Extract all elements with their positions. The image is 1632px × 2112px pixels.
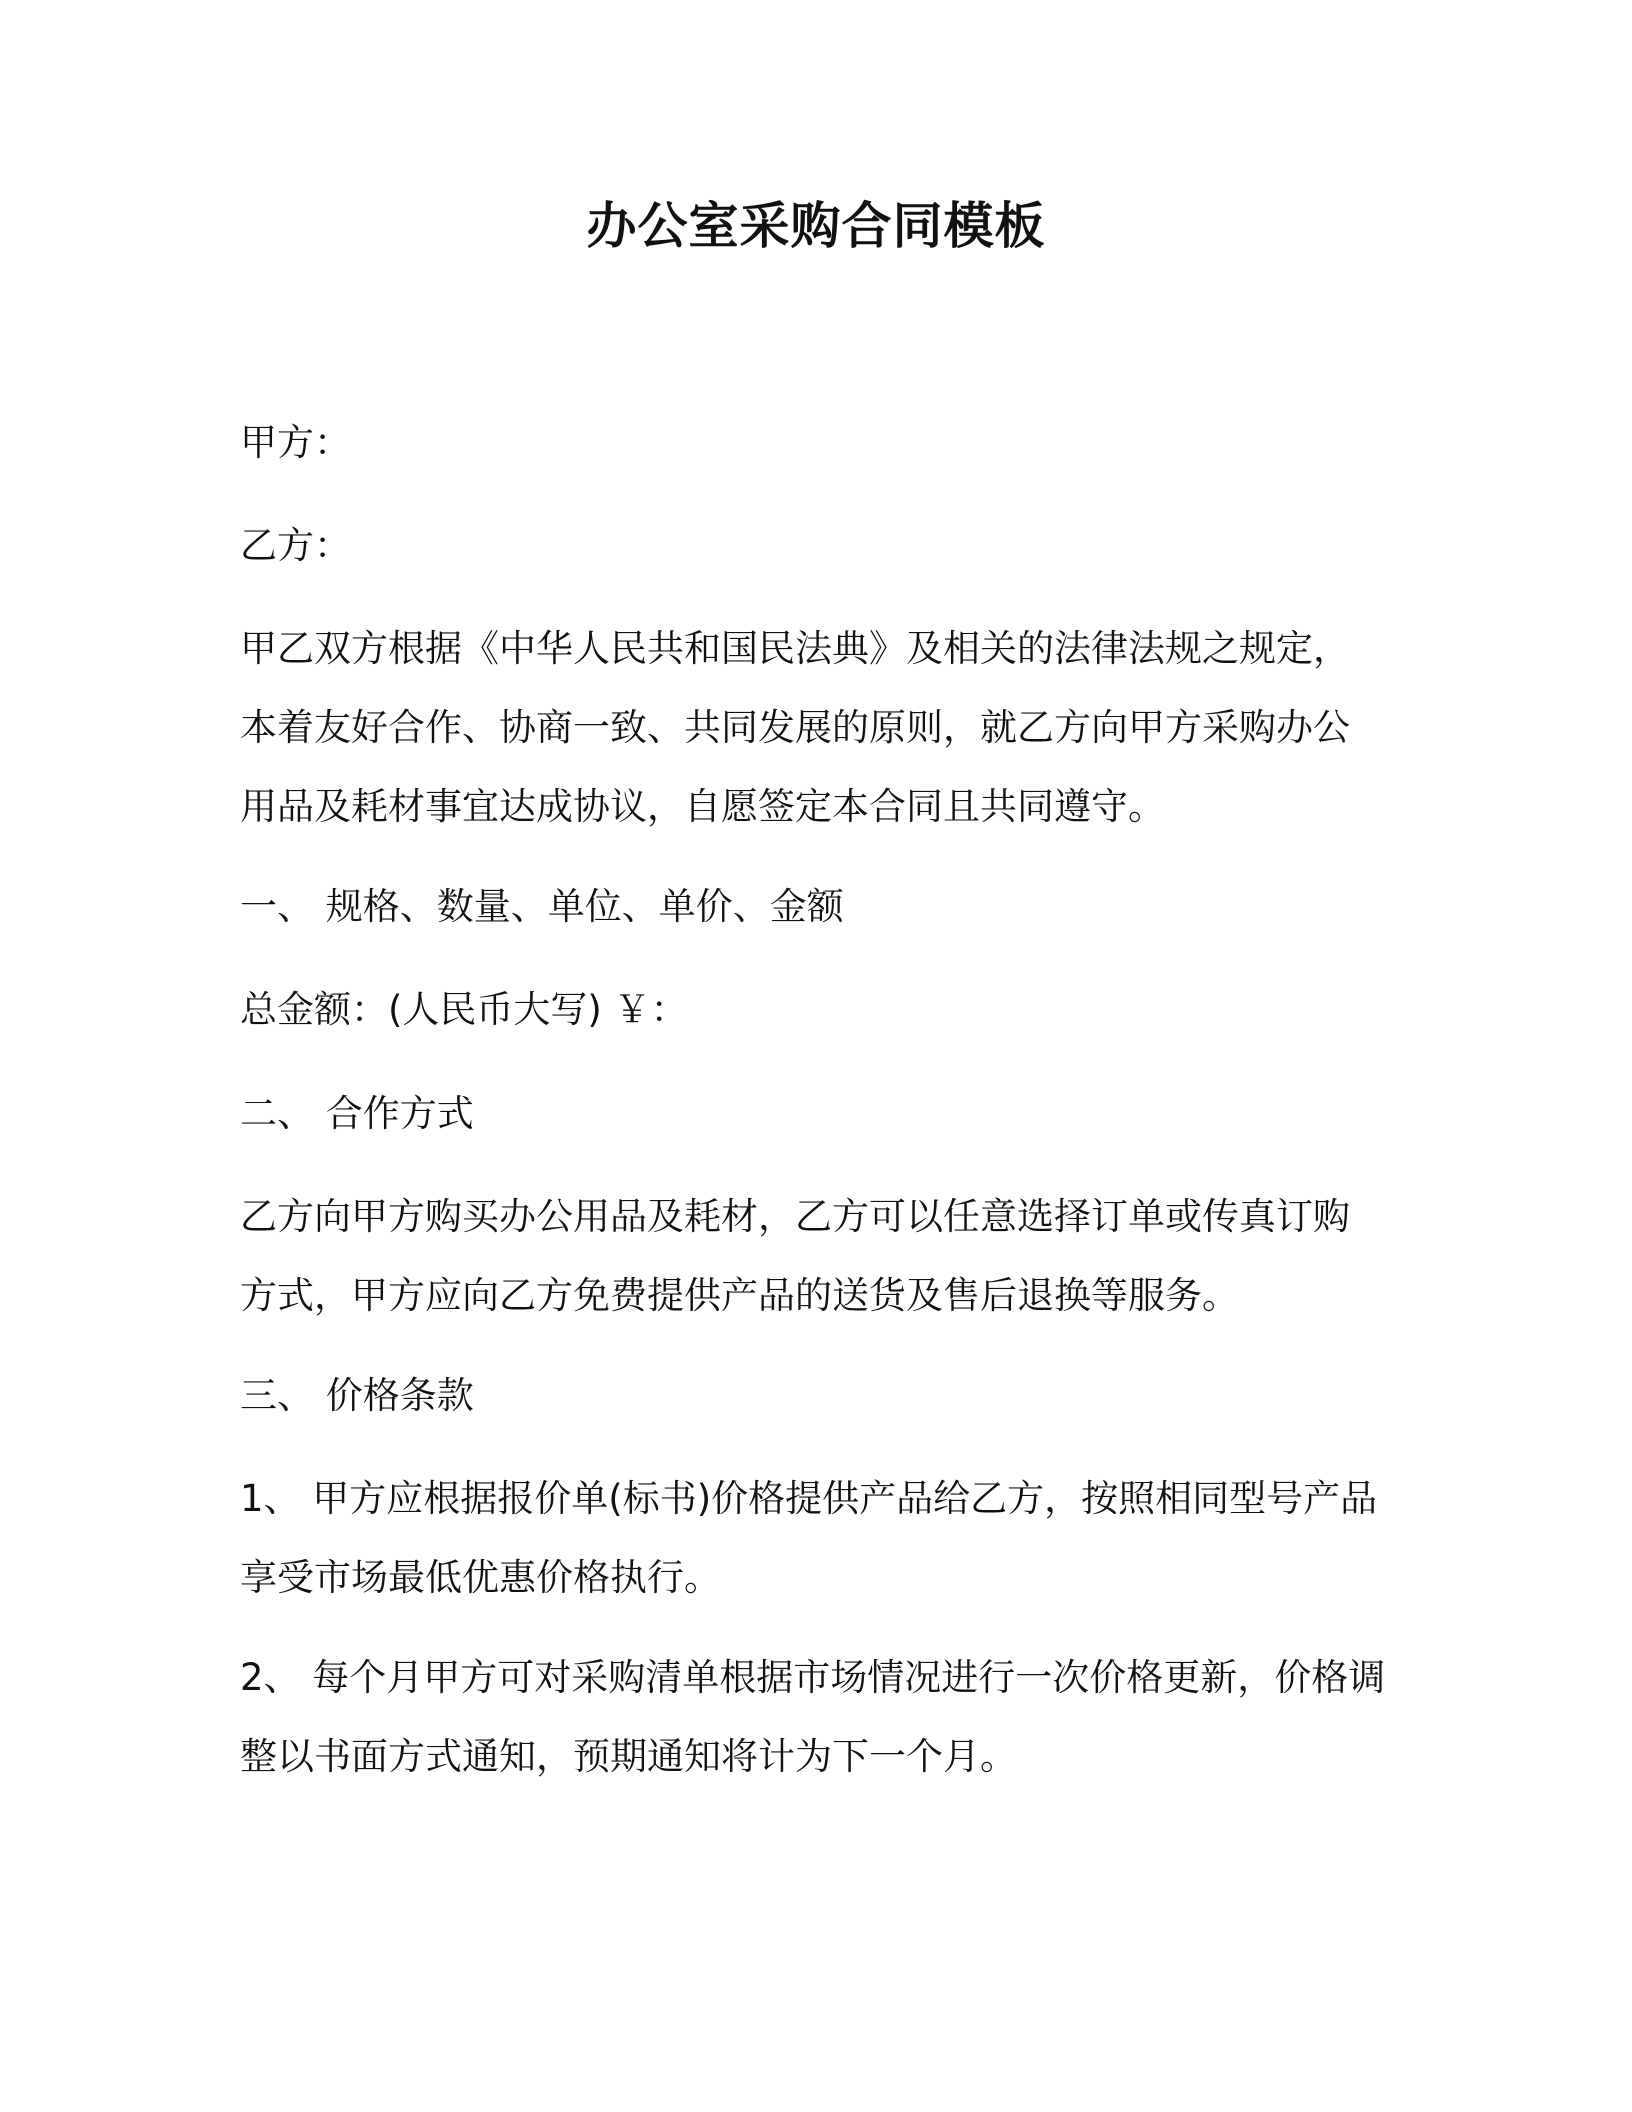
party-a-label: 甲方： <box>240 421 351 464</box>
intro-line-2: 本着友好合作、协商一致、共同发展的原则，就乙方向甲方采购办公 <box>240 706 1350 749</box>
price-item-2-line-1: 2、 每个月甲方可对采购清单根据市场情况进行一次价格更新，价格调 <box>240 1656 1386 1699</box>
price-item-1-line-1: 1、 甲方应根据报价单(标书)价格提供产品给乙方，按照相同型号产品 <box>240 1477 1378 1520</box>
intro-line-3: 用品及耗材事宜达成协议，自愿签定本合同且共同遵守。 <box>240 785 1165 828</box>
section-2-line-2: 方式，甲方应向乙方免费提供产品的送货及售后退换等服务。 <box>240 1274 1239 1317</box>
intro-line-1: 甲乙双方根据《中华人民共和国民法典》及相关的法律法规之规定， <box>240 627 1350 670</box>
total-amount-line: 总金额：(人民币大写) ￥： <box>240 988 688 1031</box>
section-2-heading: 二、 合作方式 <box>240 1092 474 1135</box>
price-item-1-line-2: 享受市场最低优惠价格执行。 <box>240 1556 721 1599</box>
price-item-2-line-2: 整以书面方式通知，预期通知将计为下一个月。 <box>240 1735 1017 1778</box>
document-title: 办公室采购合同模板 <box>586 197 1046 255</box>
section-1-heading: 一、 规格、数量、单位、单价、金额 <box>240 885 844 928</box>
party-b-label: 乙方： <box>240 524 351 567</box>
section-2-line-1: 乙方向甲方购买办公用品及耗材，乙方可以任意选择订单或传真订购 <box>240 1195 1350 1238</box>
section-3-heading: 三、 价格条款 <box>240 1374 474 1417</box>
